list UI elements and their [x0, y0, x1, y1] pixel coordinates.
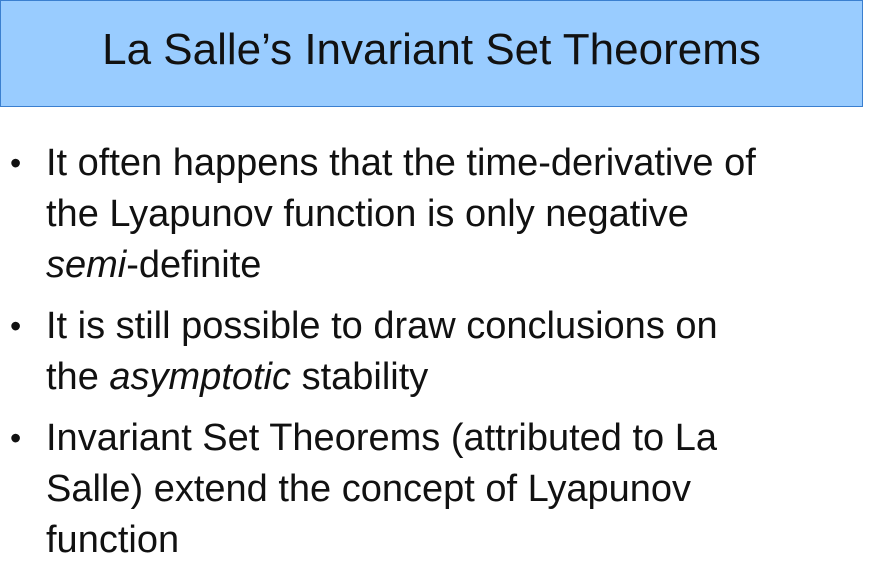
slide-title: La Salle’s Invariant Set Theorems — [102, 24, 761, 74]
bullet-2-line-2-post: stability — [291, 356, 429, 398]
bullet-1-line-2: the Lyapunov function is only negative — [46, 193, 689, 235]
bullet-list — [0, 138, 888, 572]
bullet-dot-icon: • — [10, 308, 22, 344]
bullet-dot-icon: • — [10, 420, 22, 456]
bullet-dot-icon: • — [10, 145, 22, 181]
bullet-1-emphasis: semi — [46, 244, 127, 286]
bullet-2-emphasis: asymptotic — [109, 356, 292, 398]
bullet-1-line-1: It often happens that the time-derivative of — [46, 142, 756, 184]
bullet-1-line-3 — [46, 240, 888, 291]
bullet-item-2 — [0, 301, 888, 403]
bullet-item-1 — [0, 138, 888, 291]
slide-title-bar — [0, 0, 863, 107]
bullet-3-line-2: Salle) extend the concept of Lyapunov — [46, 468, 692, 510]
bullet-2-line-2-pre: the — [46, 356, 110, 398]
bullet-2-line-2 — [46, 352, 888, 403]
bullet-3-line-3: function — [46, 519, 180, 561]
bullet-2-line-1: It is still possible to draw conclusions on — [46, 305, 718, 347]
bullet-1-line-3-rest: -definite — [126, 244, 262, 286]
bullet-item-3 — [0, 413, 888, 566]
bullet-3-line-1: Invariant Set Theorems (attributed to La — [46, 417, 717, 459]
